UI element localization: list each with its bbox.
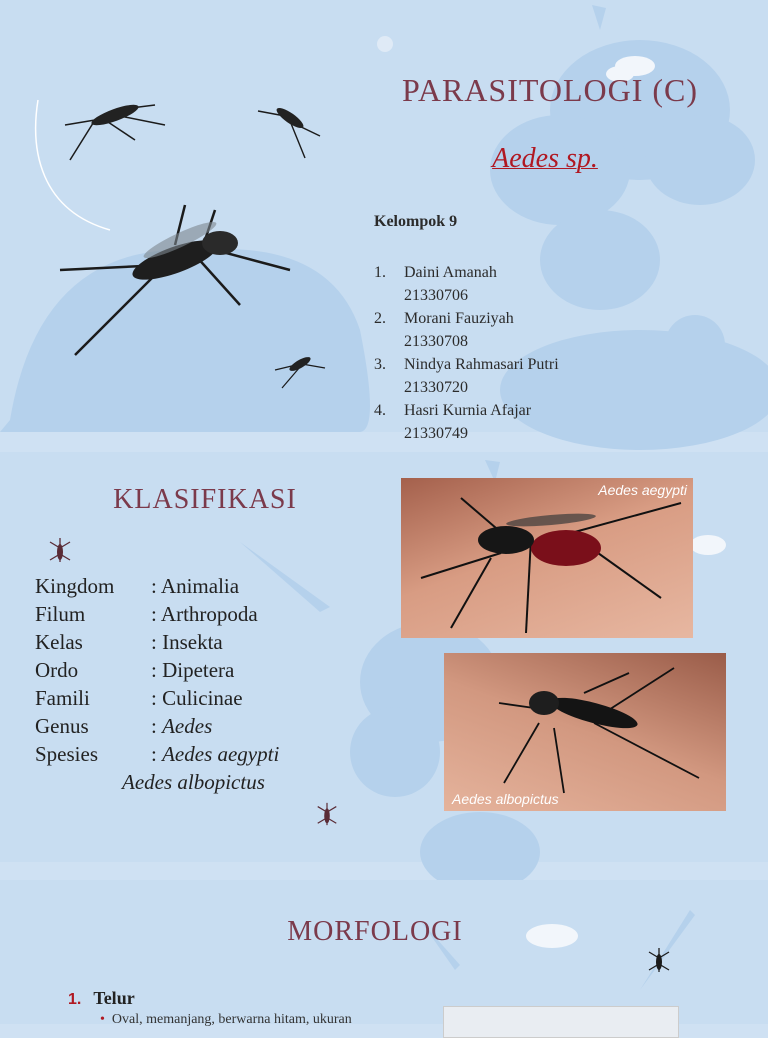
photo-caption: Aedes aegypti xyxy=(598,482,687,498)
thumbnail-image xyxy=(443,1006,679,1038)
member-name: Nindya Rahmasari Putri xyxy=(404,356,559,373)
group-label: Kelompok 9 xyxy=(374,213,458,230)
classification-table xyxy=(35,572,279,796)
presentation-subtitle: Aedes sp. xyxy=(492,143,598,174)
member-name: Hasri Kurnia Afajar xyxy=(404,402,532,419)
list-item: 1. Daini Amanah xyxy=(374,261,559,284)
aedes-albopictus-photo xyxy=(444,653,726,811)
member-nim: 21330720 xyxy=(404,379,468,396)
mosquito-icon xyxy=(270,352,330,392)
list-item xyxy=(374,330,559,353)
presentation-title: PARASITOLOGI (C) xyxy=(401,72,699,108)
table-row: Ordo : Dipetera xyxy=(35,658,235,682)
table-row: Famili : Culicinae xyxy=(35,686,243,710)
member-nim: 21330706 xyxy=(404,287,468,304)
list-item: 3. Nindya Rahmasari Putri xyxy=(374,353,559,376)
list-item xyxy=(374,284,559,307)
bullet-text: • Oval, memanjang, berwarna hitam, ukuran xyxy=(100,1012,352,1027)
extra-species: Aedes albopictus xyxy=(122,770,265,794)
mosquito-icon xyxy=(55,195,305,365)
list-item xyxy=(374,422,559,445)
table-row: Genus : Aedes xyxy=(35,714,213,738)
mosquito-icon xyxy=(55,90,175,170)
mosquito-icon xyxy=(46,534,74,566)
aedes-aegypti-photo xyxy=(401,478,693,638)
member-name: Morani Fauziyah xyxy=(404,310,514,327)
table-row: Kelas : Insekta xyxy=(35,630,223,654)
list-item xyxy=(374,376,559,399)
member-nim: 21330708 xyxy=(404,333,468,350)
member-name: Daini Amanah xyxy=(404,264,497,281)
mosquito-icon xyxy=(250,96,330,166)
mosquito-icon xyxy=(645,944,673,976)
table-row: Kingdom : Animalia xyxy=(35,574,240,598)
list-item: 2. Morani Fauziyah xyxy=(374,307,559,330)
table-row: Filum : Arthropoda xyxy=(35,602,258,626)
slide-morfologi xyxy=(0,880,768,1027)
list-item: 4. Hasri Kurnia Afajar xyxy=(374,399,559,422)
list-item xyxy=(68,988,135,1009)
mosquito-icon xyxy=(314,798,340,830)
member-nim: 21330749 xyxy=(404,425,468,442)
item-label: Telur xyxy=(93,988,135,1008)
section-title: KLASIFIKASI xyxy=(113,484,297,515)
member-list xyxy=(374,261,559,445)
section-title: MORFOLOGI xyxy=(287,916,463,947)
slide-title xyxy=(0,0,768,442)
table-row: Spesies : Aedes aegypti xyxy=(35,742,280,766)
item-number: 1. xyxy=(68,991,82,1008)
photo-caption: Aedes albopictus xyxy=(452,791,559,807)
slide-klasifikasi xyxy=(0,452,768,862)
